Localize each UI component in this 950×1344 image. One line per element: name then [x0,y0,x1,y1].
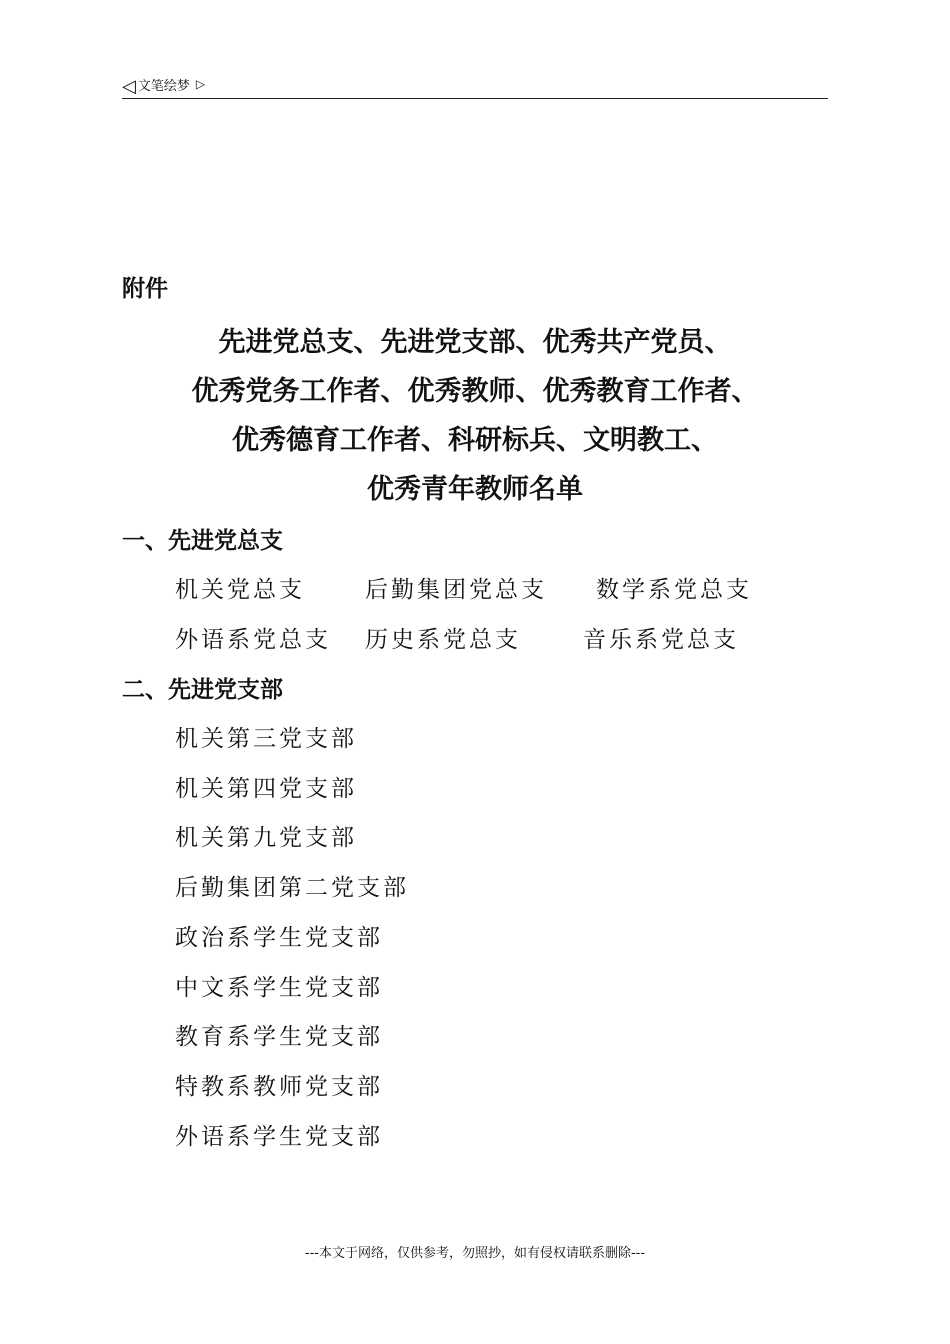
document-title [122,318,828,514]
list-item: 后勤集团第二党支部 [175,875,409,901]
list-item: 教育系学生党支部 [175,1024,383,1050]
list-item: 音乐系党总支 [583,627,739,653]
page-footer: ---本文于网络，仅供参考，勿照抄，如有侵权请联系删除--- [304,1246,646,1261]
list-item: 机关第九党支部 [175,825,357,851]
section-heading-2: 二、先进党支部 [122,676,283,703]
list-item: 外语系党总支 [175,627,331,653]
title-line-3: 优秀德育工作者、科研标兵、文明教工、 [232,425,718,456]
title-line-2: 优秀党务工作者、优秀教师、优秀教育工作者、 [191,376,759,407]
attachment-label: 附件 [122,275,168,302]
list-item: 政治系学生党支部 [175,925,383,951]
list-item: 外语系学生党支部 [175,1124,383,1150]
title-line-4: 优秀青年教师名单 [367,474,583,505]
list-item: 机关第三党支部 [175,726,357,752]
list-item: 数学系党总支 [596,577,752,603]
section-heading-1: 一、先进党总支 [122,527,283,554]
triangle-right-icon: ▷ [195,77,206,91]
list-item: 机关党总支 [175,577,305,603]
list-item: 历史系党总支 [365,627,521,653]
title-line-1: 先进党总支、先进党支部、优秀共产党员、 [218,327,732,358]
list-item: 中文系学生党支部 [175,975,383,1001]
list-item: 机关第四党支部 [175,776,357,802]
list-item: 特教系教师党支部 [175,1074,383,1100]
header-text: 文笔绘梦 [137,79,190,94]
triangle-left-icon: ◁ [122,76,136,97]
list-item: 后勤集团党总支 [365,577,547,603]
page-header [122,74,828,99]
